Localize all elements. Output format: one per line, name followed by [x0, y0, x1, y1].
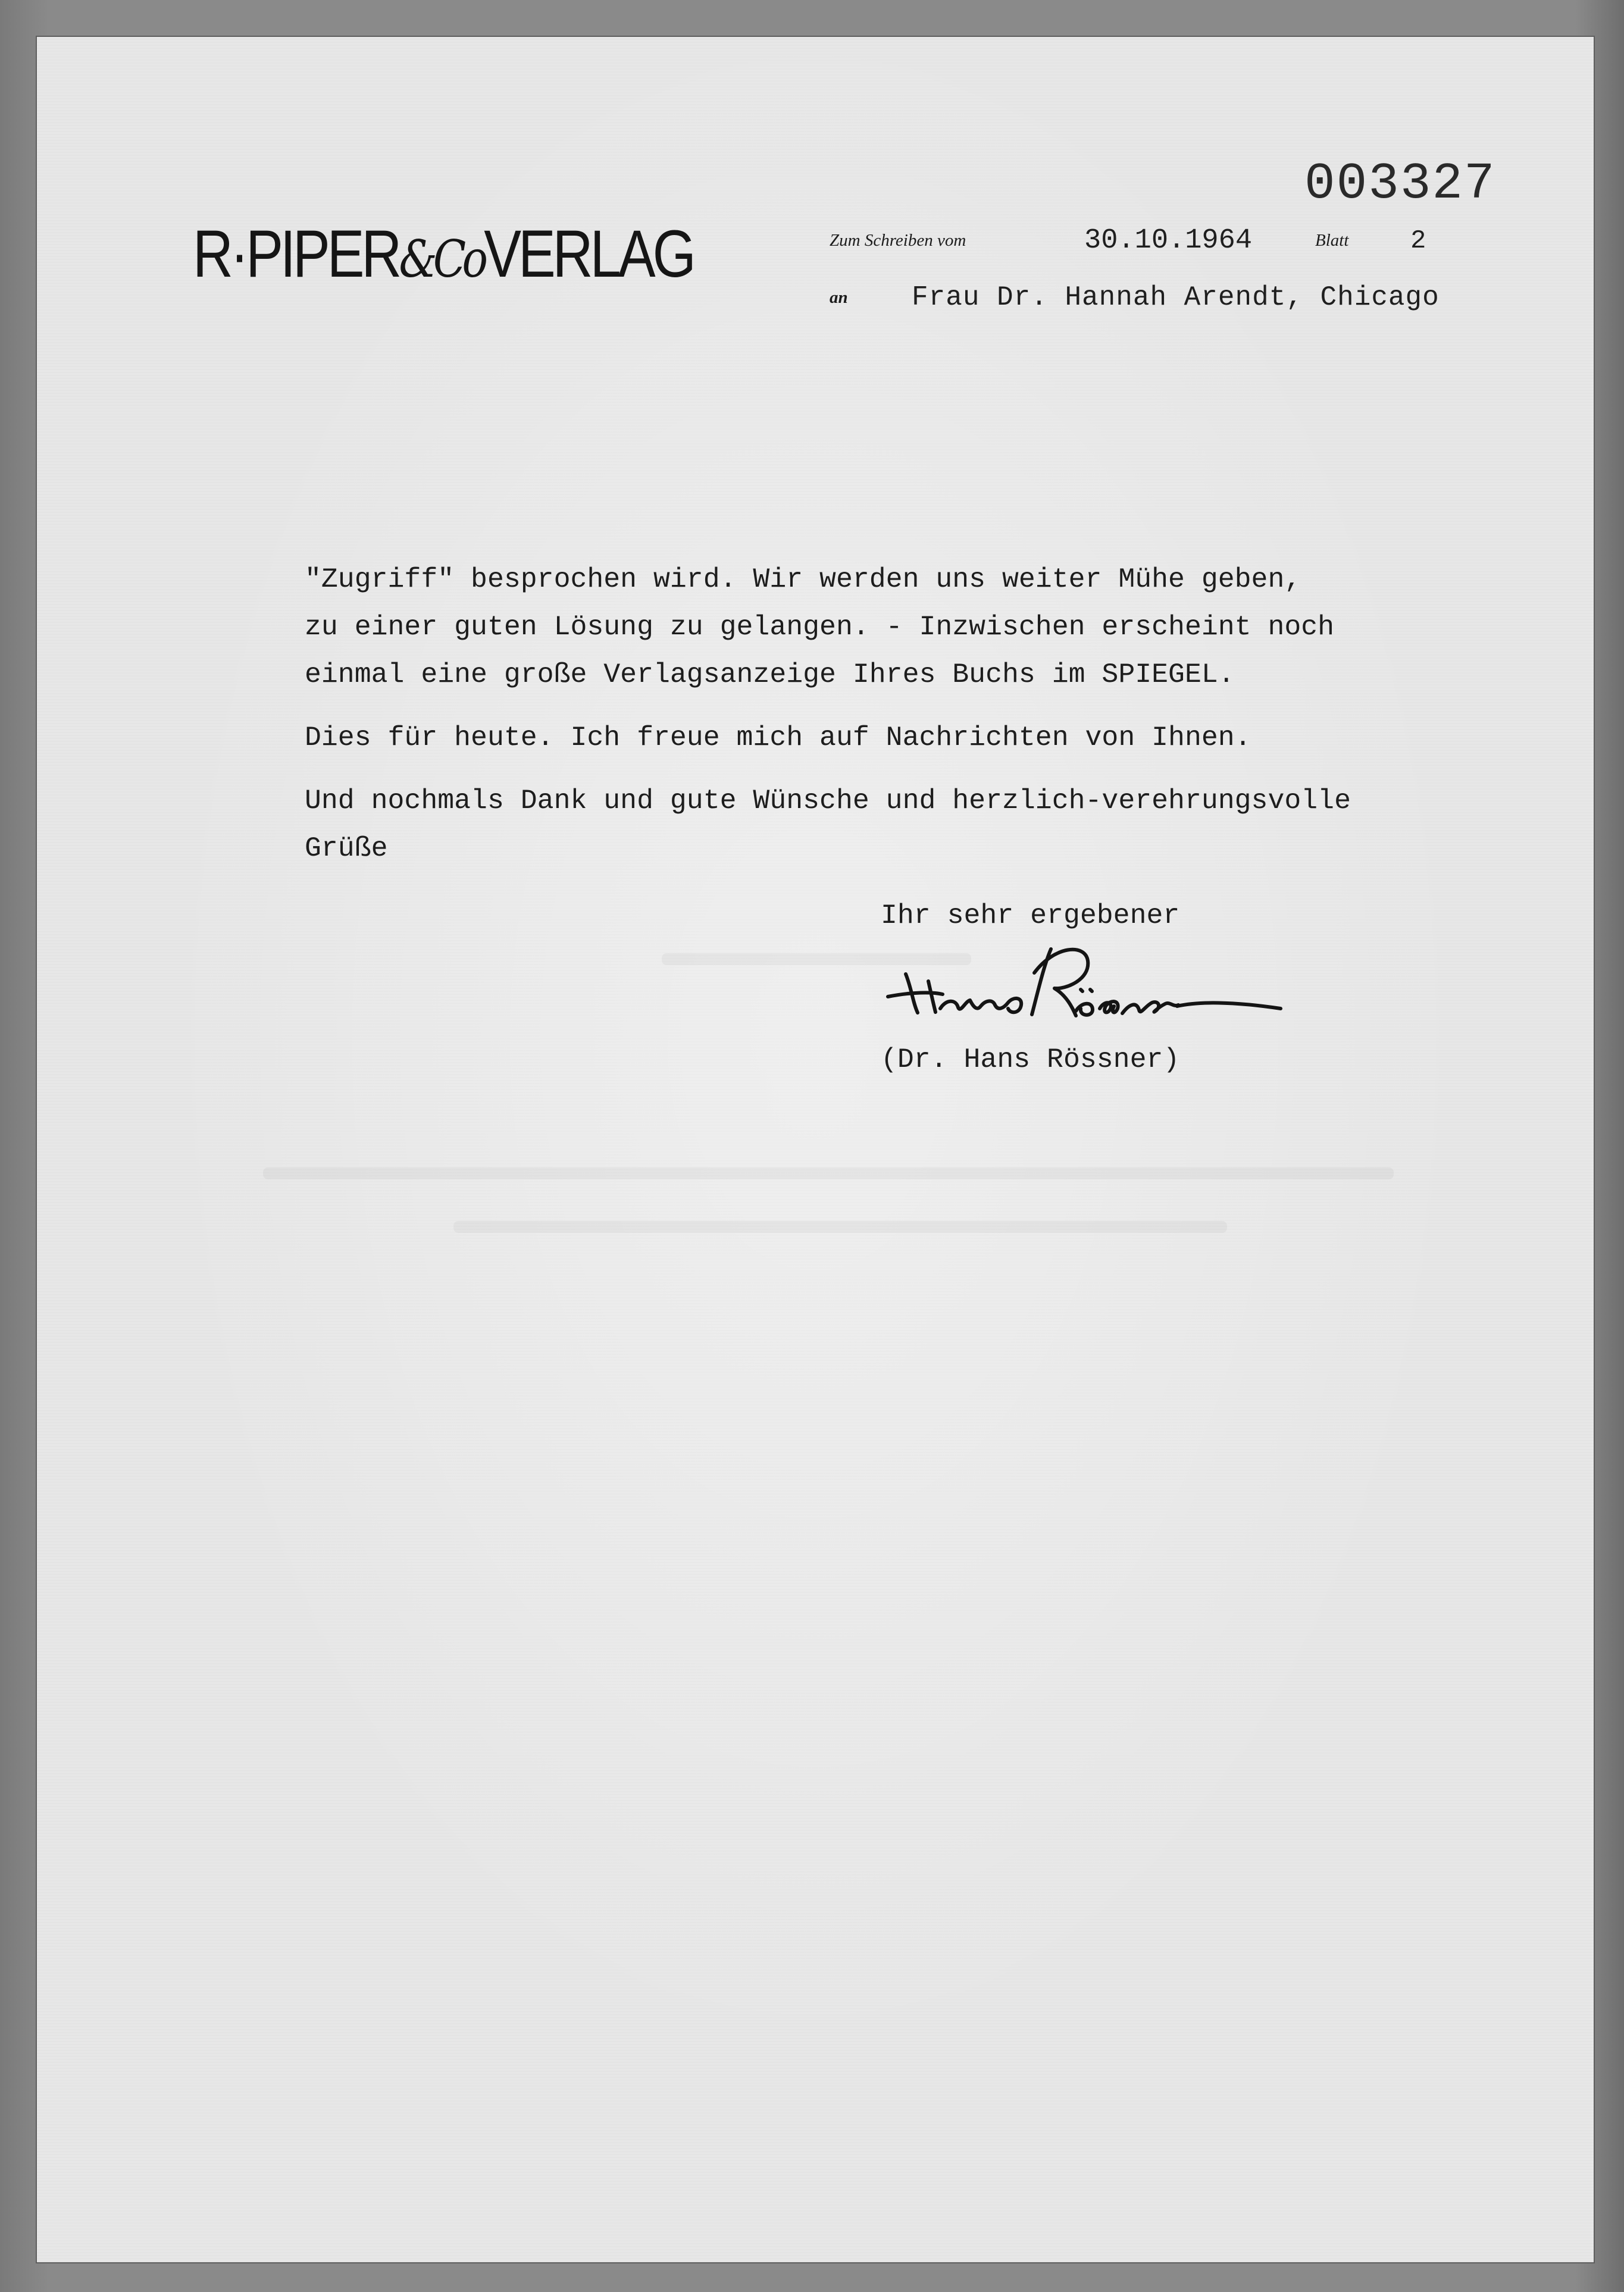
date-value: 30.10.1964: [1084, 225, 1253, 256]
typed-signatory-name: (Dr. Hans Rössner): [881, 1044, 1180, 1075]
sheet-label: Blatt: [1315, 231, 1349, 250]
document-number: 003327: [1304, 155, 1496, 213]
signature-icon: [876, 932, 1316, 1028]
closing-salutation: Ihr sehr ergebener: [881, 900, 1180, 931]
sheet-value: 2: [1410, 226, 1426, 256]
show-through-line: [263, 1167, 1394, 1179]
body-line: zu einer guten Lösung zu gelangen. - Inzwischen erscheint noch: [305, 611, 1335, 643]
body-line: Grüße: [305, 832, 388, 864]
body-line: Und nochmals Dank und gute Wünsche und herzlich-verehrungsvolle: [305, 785, 1351, 816]
body-line: einmal eine große Verlagsanzeige Ihres Buchs im SPIEGEL.: [305, 659, 1235, 690]
body-line: "Zugriff" besprochen wird. Wir werden uns weiter Mühe geben,: [305, 563, 1301, 595]
publisher-logo: R·PIPER&CoVERLAG: [193, 217, 693, 291]
handwritten-signature: [876, 932, 1316, 1028]
letter-sheet: [37, 37, 1594, 2262]
body-line: Dies für heute. Ich freue mich auf Nachrichten von Ihnen.: [305, 722, 1251, 753]
show-through-line: [453, 1221, 1227, 1233]
letter-body: [305, 556, 1351, 872]
recipient-label: an: [830, 288, 848, 307]
recipient-value: Frau Dr. Hannah Arendt, Chicago: [912, 282, 1440, 313]
date-label: Zum Schreiben vom: [830, 231, 966, 250]
